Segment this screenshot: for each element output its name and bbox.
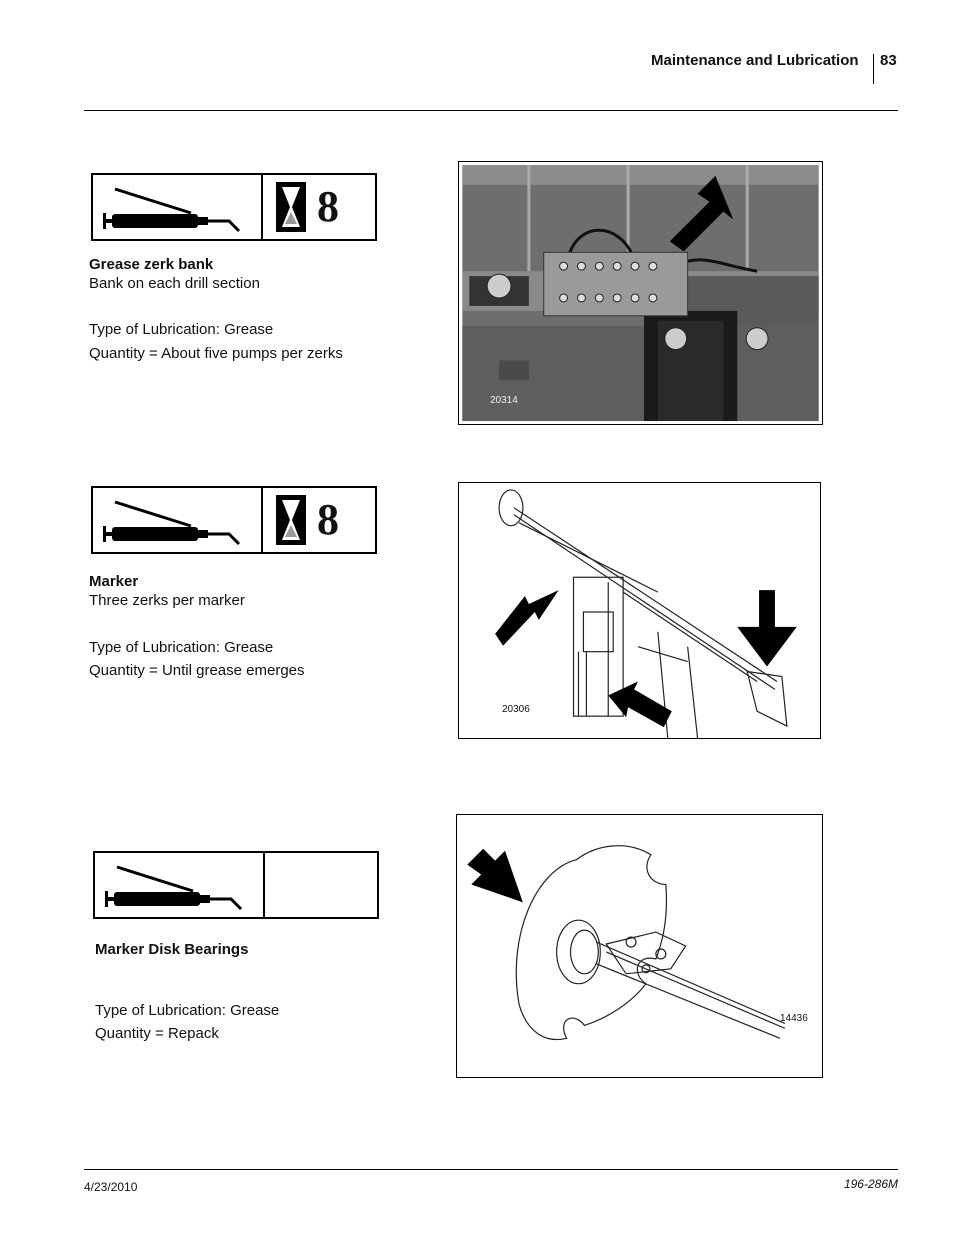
lubrication-quantity: Quantity = Until grease emerges — [89, 662, 305, 679]
lubrication-quantity: Quantity = About five pumps per zerks — [89, 345, 343, 362]
figure-marker-disk — [456, 814, 823, 1078]
interval-hours: 8 — [317, 495, 339, 544]
header-divider — [873, 54, 874, 84]
page-number: 83 — [880, 52, 897, 69]
interval-hours: 8 — [317, 182, 339, 231]
entry-title: Marker Disk Bearings — [95, 941, 249, 958]
hourglass-icon — [276, 495, 306, 545]
zerk-bank-photo — [459, 162, 822, 424]
figure-marker — [458, 482, 821, 739]
pointer-arrow-icon — [467, 849, 523, 903]
lubrication-symbol-box — [91, 486, 377, 554]
marker-line-drawing — [459, 483, 820, 738]
section-title: Maintenance and Lubrication — [651, 52, 859, 69]
lubrication-type: Type of Lubrication: Grease — [89, 321, 274, 338]
entry-title: Marker — [89, 573, 139, 590]
pointer-arrow-icon — [608, 681, 672, 727]
footer-date: 4/23/2010 — [84, 1180, 138, 1194]
lubrication-type: Type of Lubrication: Grease — [89, 639, 274, 656]
grease-gun-icon — [99, 181, 255, 237]
hourglass-icon — [276, 182, 306, 232]
footer-rule — [84, 1169, 898, 1170]
footer-doc-number: 196-286M — [843, 1177, 898, 1191]
pointer-arrow-icon — [737, 590, 797, 666]
box-divider — [261, 488, 263, 552]
grease-gun-icon — [99, 494, 255, 550]
grease-gun-icon — [101, 859, 257, 915]
figure-grease-zerk-bank — [458, 161, 823, 425]
lubrication-symbol-box — [91, 173, 377, 241]
box-divider — [263, 853, 265, 917]
entry-title: Grease zerk bank — [89, 256, 214, 273]
entry-subtitle: Three zerks per marker — [89, 592, 245, 609]
entry-subtitle: Bank on each drill section — [89, 275, 260, 292]
lubrication-type: Type of Lubrication: Grease — [95, 1002, 280, 1019]
figure-number: 20314 — [490, 395, 518, 406]
figure-number: 14436 — [780, 1013, 808, 1024]
figure-number: 20306 — [502, 704, 530, 715]
header-rule — [84, 110, 898, 111]
marker-disk-line-drawing — [457, 815, 822, 1077]
pointer-arrow-icon — [495, 590, 559, 646]
box-divider — [261, 175, 263, 239]
lubrication-symbol-box — [93, 851, 379, 919]
lubrication-quantity: Quantity = Repack — [95, 1025, 219, 1042]
